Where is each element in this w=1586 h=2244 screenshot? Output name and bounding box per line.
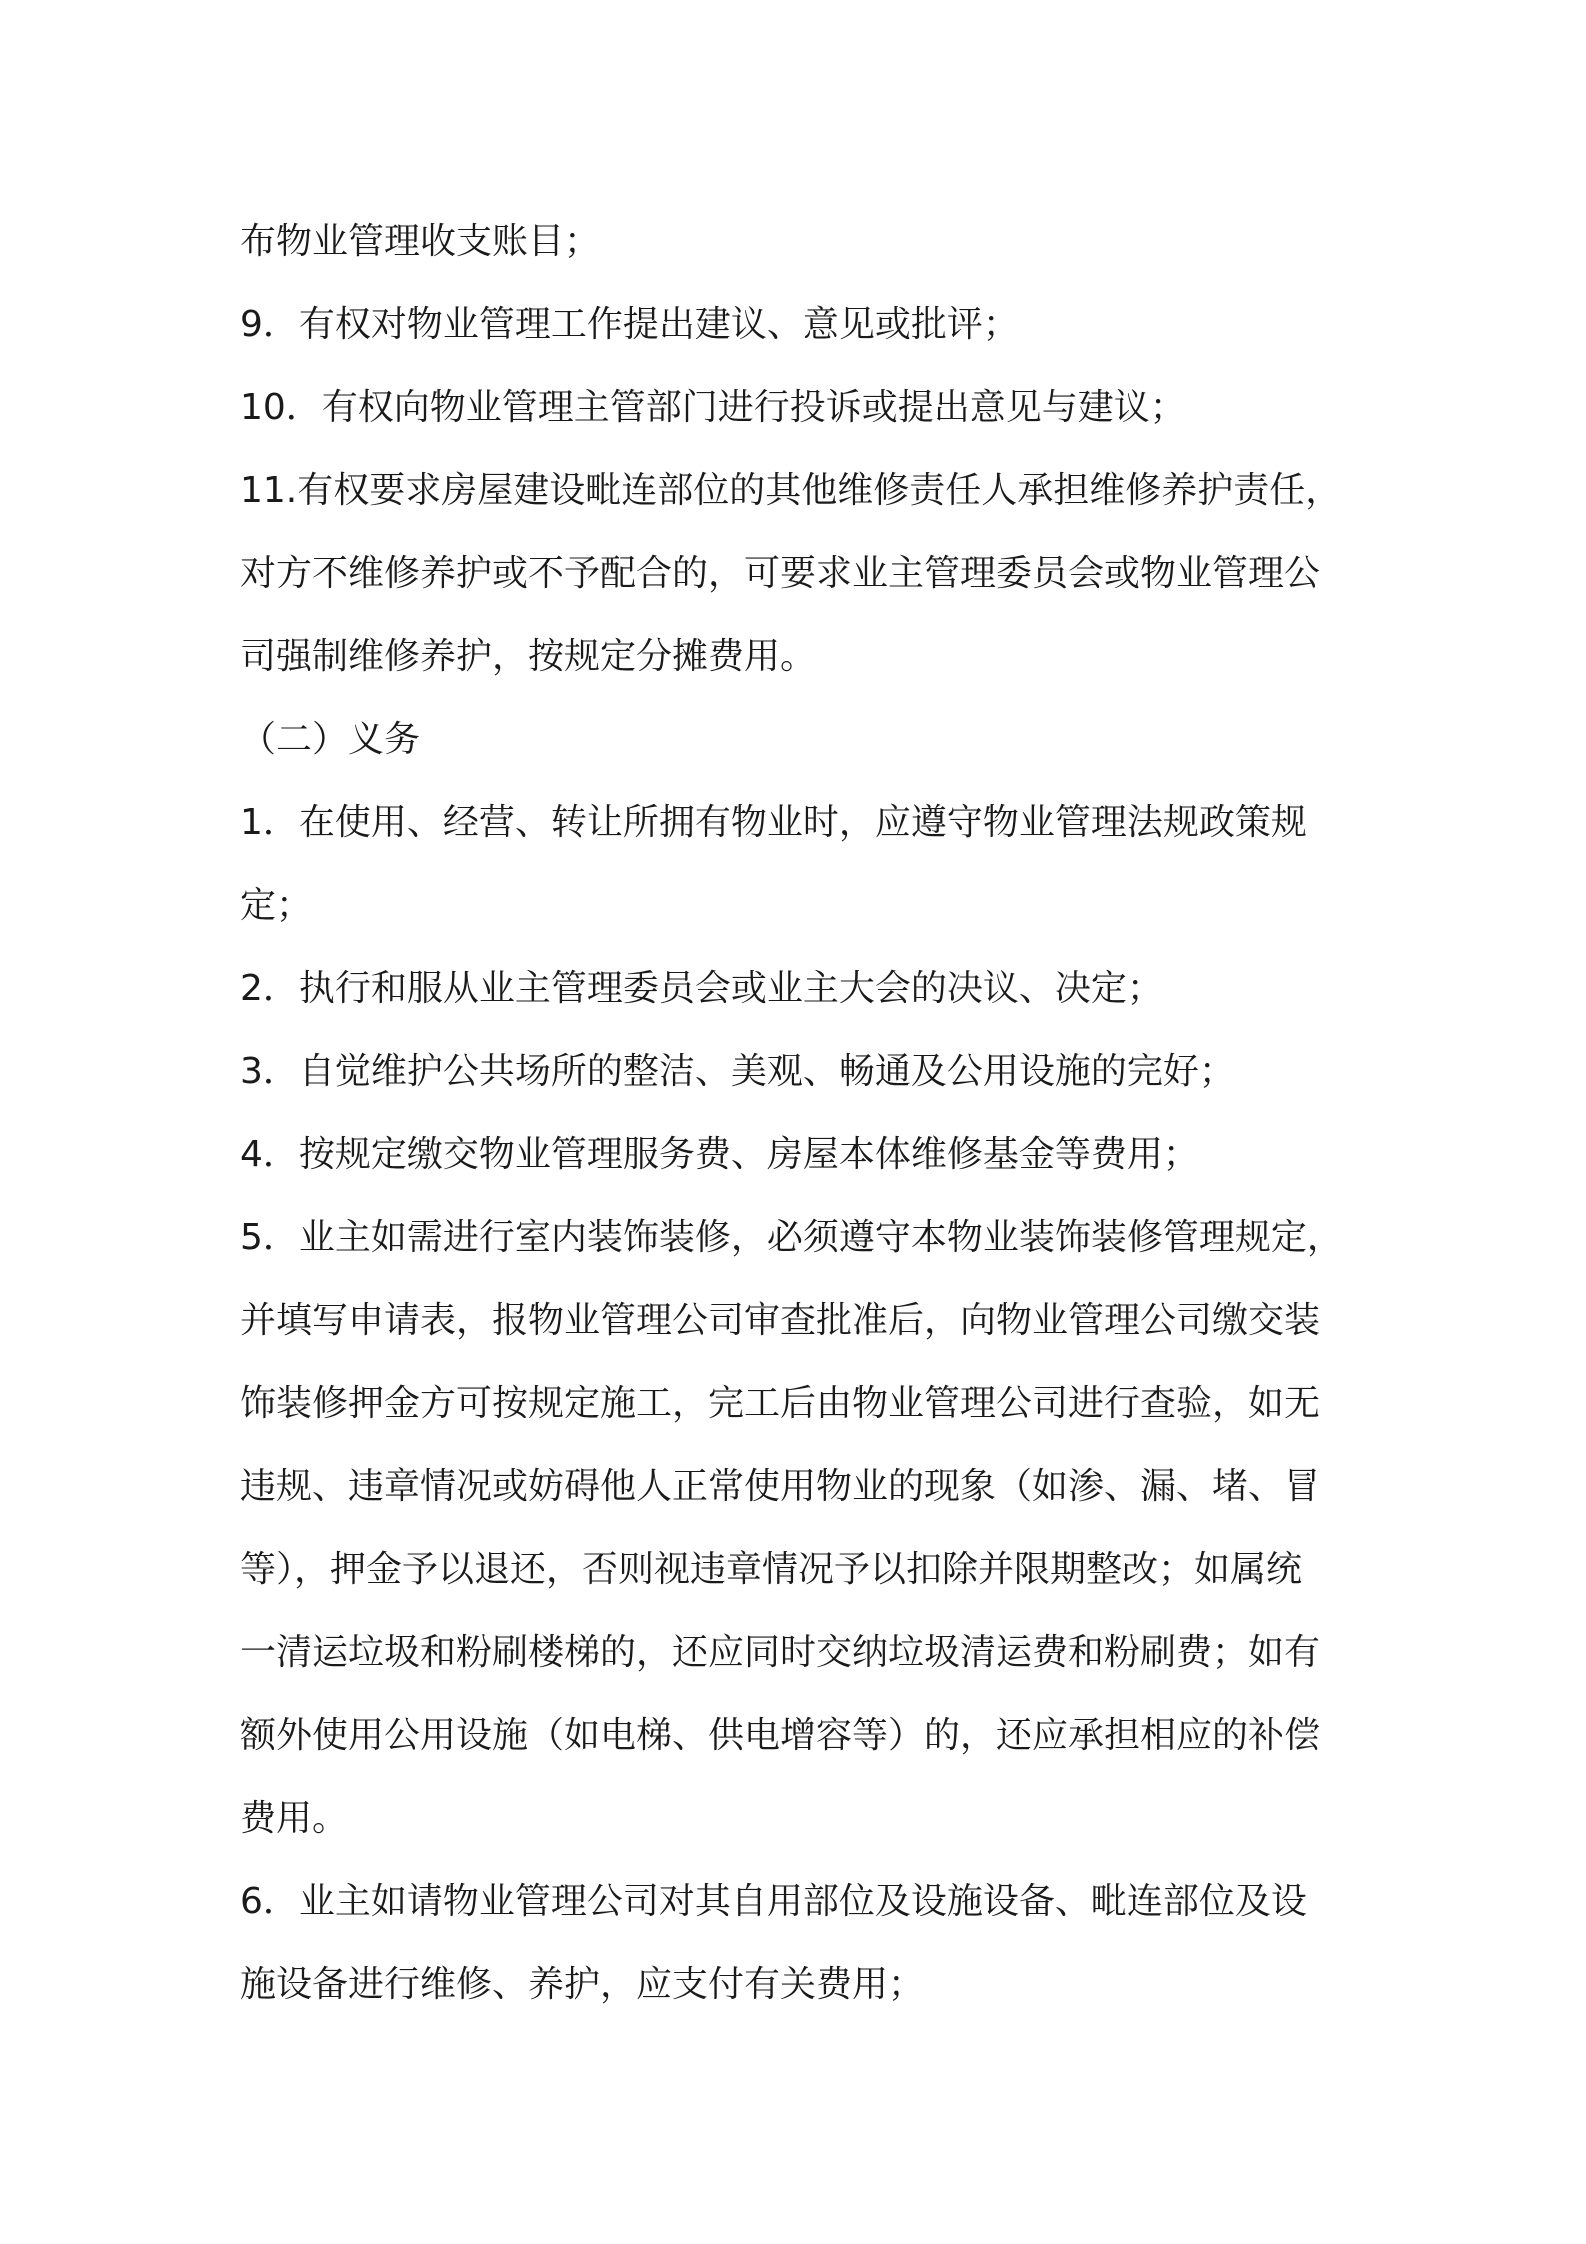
text-line: 违规、违章情况或妨碍他人正常使用物业的现象（如渗、漏、堵、冒 xyxy=(240,1466,1321,1507)
text-line: 施设备进行维修、养护，应支付有关费用； xyxy=(240,1964,925,2005)
text-line: 10．有权向物业管理主管部门进行投诉或提出意见与建议； xyxy=(240,387,1186,428)
text-line: 3．自觉维护公共场所的整洁、美观、畅通及公用设施的完好； xyxy=(240,1051,1235,1092)
text-line: 额外使用公用设施（如电梯、供电增容等）的，还应承担相应的补偿 xyxy=(240,1715,1321,1756)
text-line: 定； xyxy=(240,885,313,926)
text-line: 一清运垃圾和粉刷楼梯的，还应同时交纳垃圾清运费和粉刷费；如有 xyxy=(240,1632,1321,1673)
text-line: 费用。 xyxy=(240,1798,349,1839)
text-line: 饰装修押金方可按规定施工，完工后由物业管理公司进行查验，如无 xyxy=(240,1383,1321,1424)
text-line: 1．在使用、经营、转让所拥有物业时，应遵守物业管理法规政策规 xyxy=(240,802,1307,843)
text-line: 布物业管理收支账目； xyxy=(240,221,601,262)
text-line: 5．业主如需进行室内装饰装修，必须遵守本物业装饰装修管理规定， xyxy=(240,1217,1343,1258)
text-line: 对方不维修养护或不予配合的，可要求业主管理委员会或物业管理公 xyxy=(240,553,1321,594)
text-line: 2．执行和服从业主管理委员会或业主大会的决议、决定； xyxy=(240,968,1163,1009)
text-line: 等），押金予以退还，否则视违章情况予以扣除并限期整改；如属统 xyxy=(240,1549,1303,1590)
text-line: 6．业主如请物业管理公司对其自用部位及设施设备、毗连部位及设 xyxy=(240,1881,1307,1922)
text-line: 4．按规定缴交物业管理服务费、房屋本体维修基金等费用； xyxy=(240,1134,1199,1175)
text-line: 司强制维修养护，按规定分摊费用。 xyxy=(240,636,817,677)
text-line: 11.有权要求房屋建设毗连部位的其他维修责任人承担维修养护责任， xyxy=(240,470,1342,511)
text-line: 9．有权对物业管理工作提出建议、意见或批评； xyxy=(240,304,1019,345)
section-heading: （二）义务 xyxy=(240,719,421,760)
document-body xyxy=(240,200,1370,2026)
text-line: 并填写申请表，报物业管理公司审查批准后，向物业管理公司缴交装 xyxy=(240,1300,1321,1341)
